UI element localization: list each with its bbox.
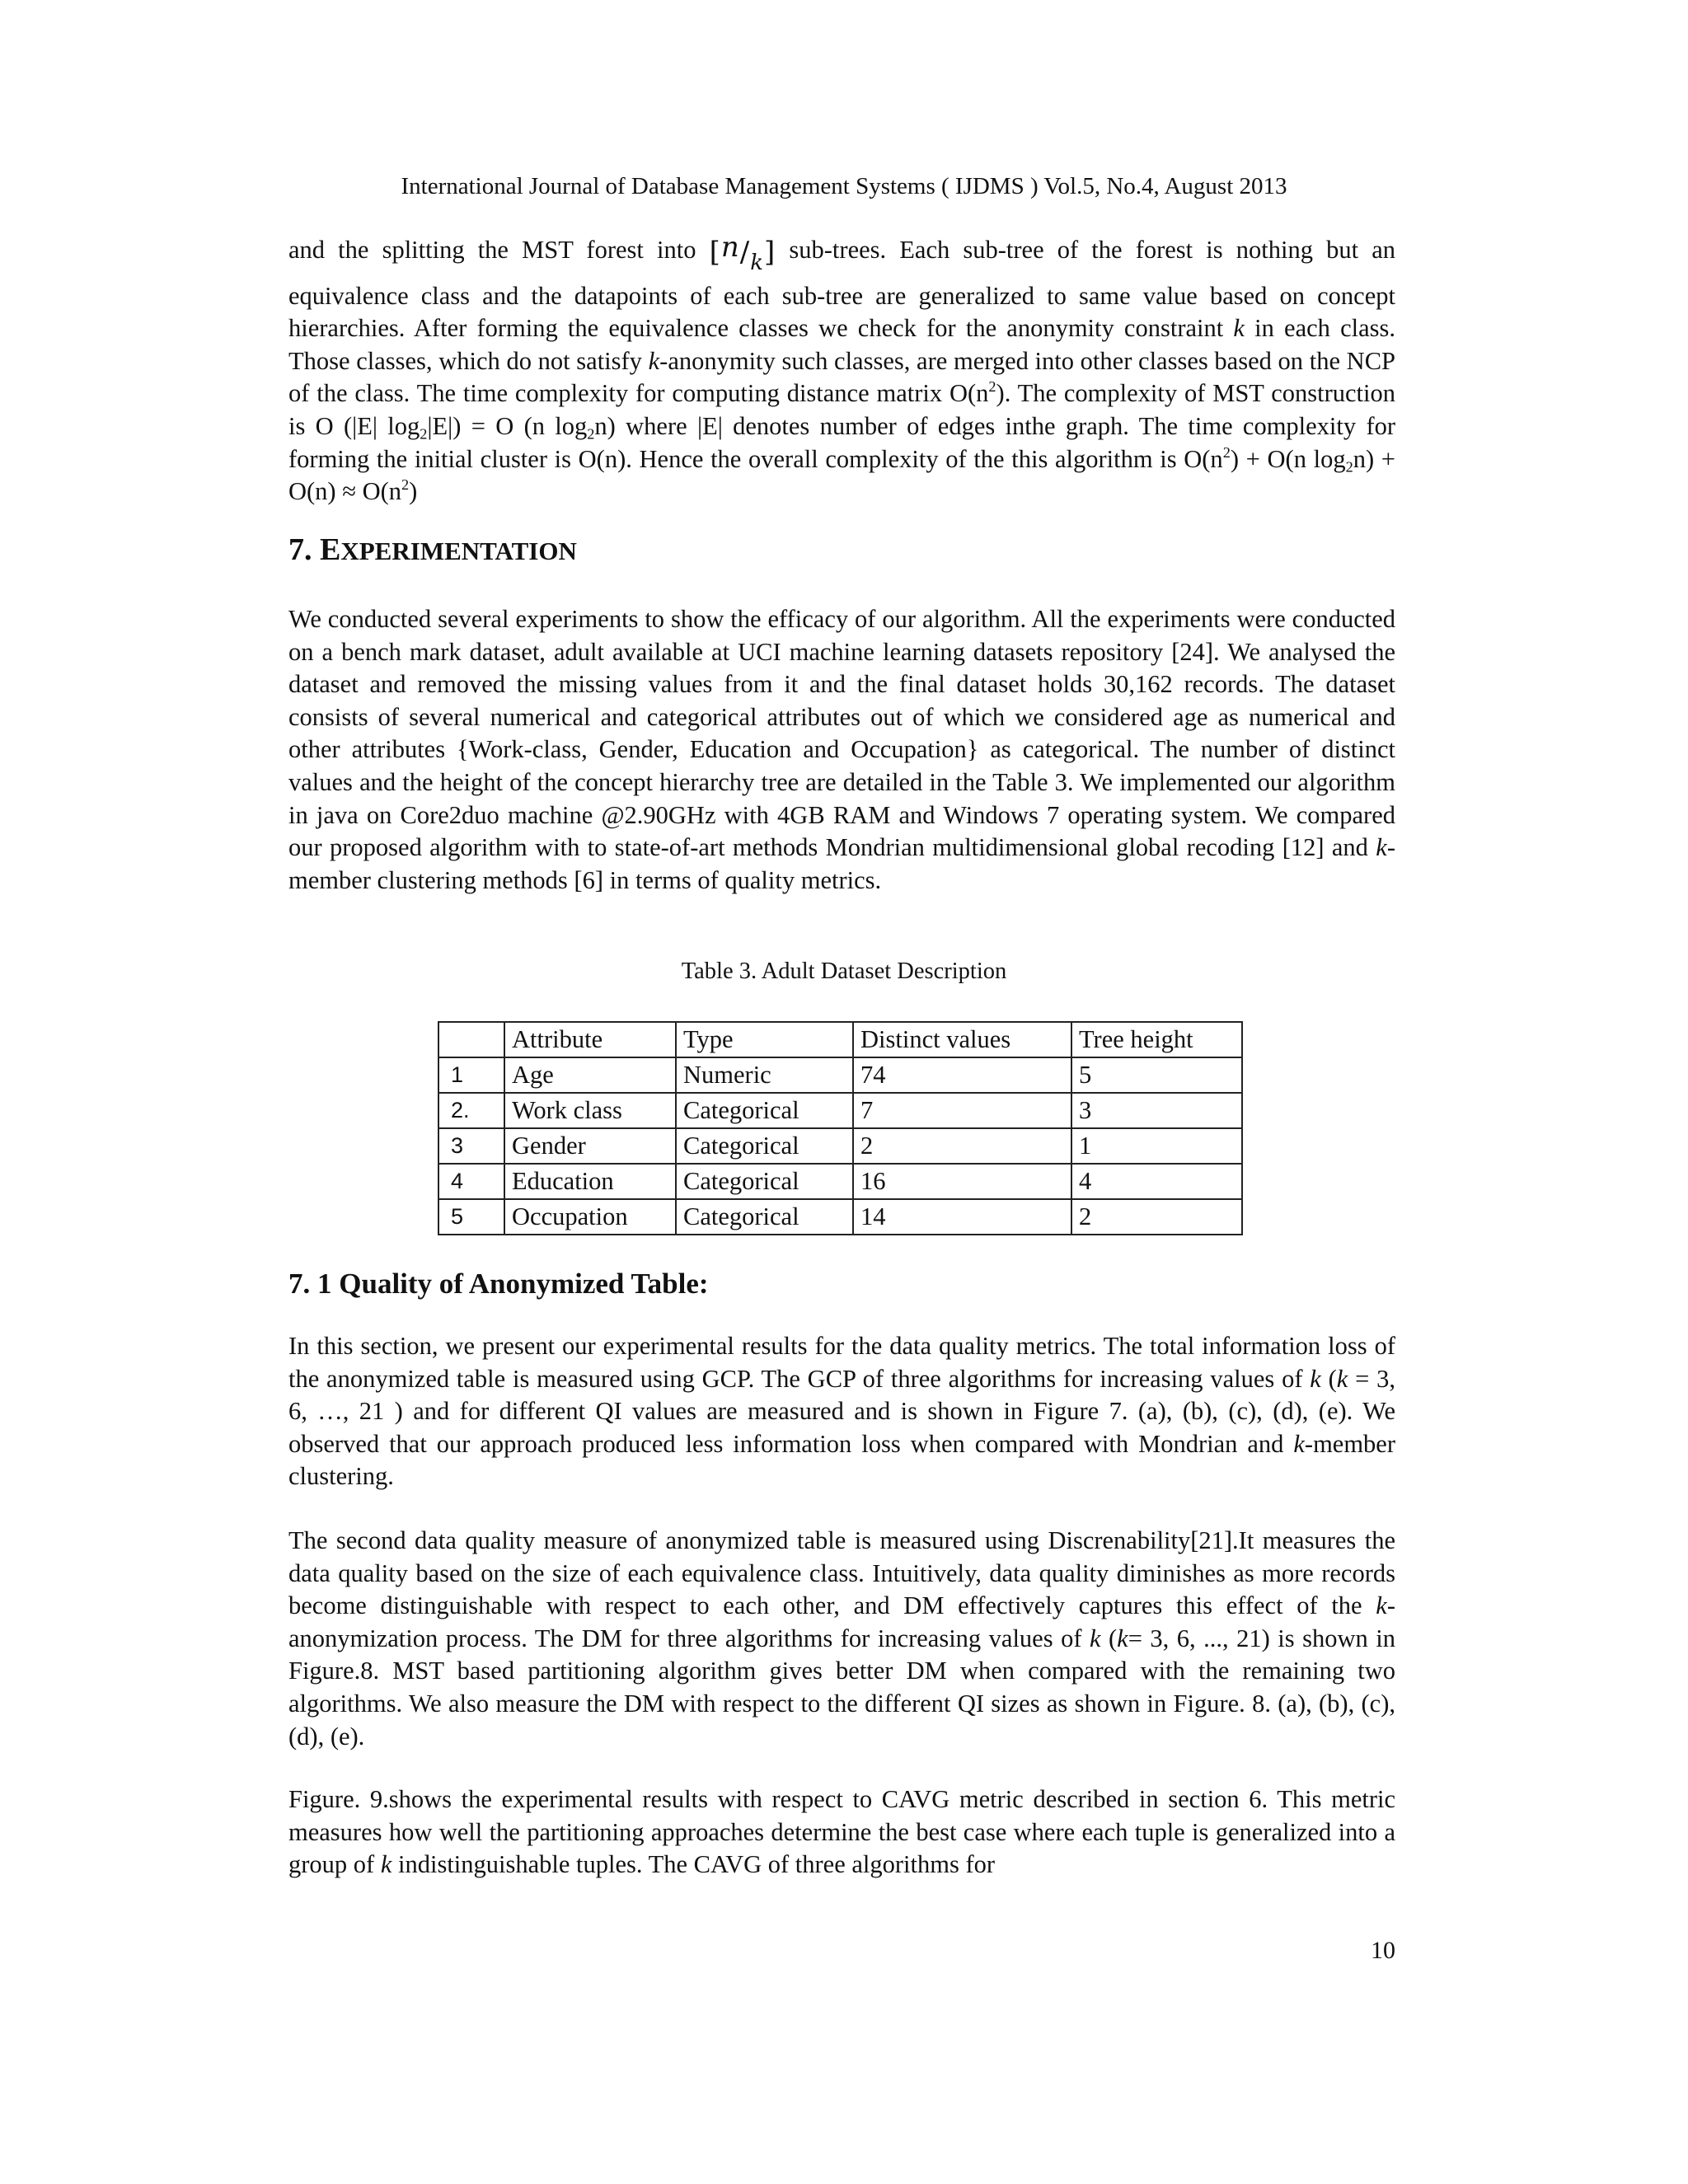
type-cell: Categorical (676, 1164, 853, 1199)
table-row (438, 1199, 1242, 1235)
type-cell: Numeric (676, 1057, 853, 1093)
attribute-cell: Age (504, 1057, 676, 1093)
distinct-values-cell: 14 (853, 1199, 1071, 1235)
distinct-values-cell: 7 (853, 1093, 1071, 1128)
table-row (438, 1093, 1242, 1128)
page-number: 10 (1371, 1937, 1395, 1964)
attribute-cell: Gender (504, 1128, 676, 1164)
type-cell: Categorical (676, 1093, 853, 1128)
header-cell: Attribute (504, 1022, 676, 1057)
section-heading-experimentation: 7. EXPERIMENTATION (288, 532, 577, 567)
adult-dataset-table (438, 1021, 1243, 1235)
tree-height-cell: 1 (1071, 1128, 1242, 1164)
paragraph-cavg: Figure. 9.shows the experimental results with respect to CAVG metric described in section 6. This metric measures how well the partitioning approaches determine the best case where each tuple is generalized into a group of k indistinguishable tuples. The CAVG of three algorithms for (288, 1785, 1395, 1879)
paragraph-gcp: In this section, we present our experimental results for the data quality metrics. The total information loss of the anonymized table is measured using GCP. The GCP of three algorithms for increasing values of k (k = 3, 6, …, 21 ) and for different QI values are measured and is shown in Figure 7. (a), (b), (c), (d), (e). We observed that our approach produced less information loss when compared with Mondrian and k-member clustering. (288, 1332, 1395, 1491)
type-cell: Categorical (676, 1199, 853, 1235)
table-row (438, 1057, 1242, 1093)
attribute-cell: Occupation (504, 1199, 676, 1235)
attribute-cell: Education (504, 1164, 676, 1199)
header-cell: Distinct values (853, 1022, 1071, 1057)
table-row (438, 1164, 1242, 1199)
paragraph-dm: The second data quality measure of anonymized table is measured using Discrenability[21].It measures the data quality based on the size of each equivalence class. Intuitively, data quality diminishes as more records become distinguishable with respect to each other, and DM effectively captures this effect of the k-anonymization process. The DM for three algorithms for increasing values of k (k= 3, 6, ..., 21) is shown in Figure.8. MST based partitioning algorithm gives better DM when compared with the remaining two algorithms. We also measure the DM with respect to the different QI sizes as shown in Figure. 8. (a), (b), (c), (d), (e). (288, 1526, 1395, 1750)
type-cell: Categorical (676, 1128, 853, 1164)
table-caption: Table 3. Adult Dataset Description (681, 958, 1007, 984)
tree-height-cell: 4 (1071, 1164, 1242, 1199)
row-number: 1 (438, 1057, 504, 1093)
header-cell: Type (676, 1022, 853, 1057)
table-header-row (438, 1022, 1242, 1057)
subsection-heading-quality: 7. 1 Quality of Anonymized Table: (288, 1268, 709, 1300)
tree-height-cell: 2 (1071, 1199, 1242, 1235)
distinct-values-cell: 74 (853, 1057, 1071, 1093)
header-cell: Tree height (1071, 1022, 1242, 1057)
distinct-values-cell: 2 (853, 1128, 1071, 1164)
tree-height-cell: 3 (1071, 1093, 1242, 1128)
running-header: International Journal of Database Management Systems ( IJDMS ) Vol.5, No.4, August 2013 (401, 173, 1287, 199)
table-row (438, 1128, 1242, 1164)
paragraph-experiments: We conducted several experiments to show the efficacy of our algorithm. All the experiments were conducted on a bench mark dataset, adult available at UCI machine learning datasets repository [24]. We analysed the dataset and removed the missing values from it and the final dataset holds 30,162 records. The dataset consists of several numerical and categorical attributes out of which we considered age as numerical and other attributes {Work-class, Gender, Education and Occupation} as categorical. The number of distinct values and the height of the concept hierarchy tree are detailed in the Table 3. We implemented our algorithm in java on Core2duo machine @2.90GHz with 4GB RAM and Windows 7 operating system. We compared our proposed algorithm with to state-of-art methods Mondrian multidimensional global recoding [12] and k-member clustering methods [6] in terms of quality metrics. (288, 605, 1395, 894)
n-over-k-fraction: $[n/_k]$ (709, 231, 776, 275)
row-number: 2. (438, 1093, 504, 1128)
row-number: 4 (438, 1164, 504, 1199)
row-number: 3 (438, 1128, 504, 1164)
distinct-values-cell: 16 (853, 1164, 1071, 1199)
row-number: 5 (438, 1199, 504, 1235)
paragraph-complexity: and the splitting the MST forest into $[n/_k]$ sub-trees. Each sub-tree of the forest is nothing but an equivalence class and the datapoints of each sub-tree are generalized to same value based on concept hierarchies. After forming the equivalence classes we check for the anonymity constraint k in each class. Those classes, which do not satisfy k-anonymity such classes, are merged into other classes based on the NCP of the class. The time complexity for computing distance matrix $O(n^2)$. The complexity of MST construction is O (|E| $\log_2|E|) = O$ (n $\log_2n$) where |E| denotes number of edges inthe graph. The time complexity for forming the initial cluster is O(n). Hence the overall complexity of the this algorithm is $O(n^2) + O(n$ $\log_2n) + O(n) \approx O(n^2)$ (288, 231, 1396, 506)
attribute-cell: Work class (504, 1093, 676, 1128)
tree-height-cell: 5 (1071, 1057, 1242, 1093)
header-cell (438, 1022, 504, 1057)
